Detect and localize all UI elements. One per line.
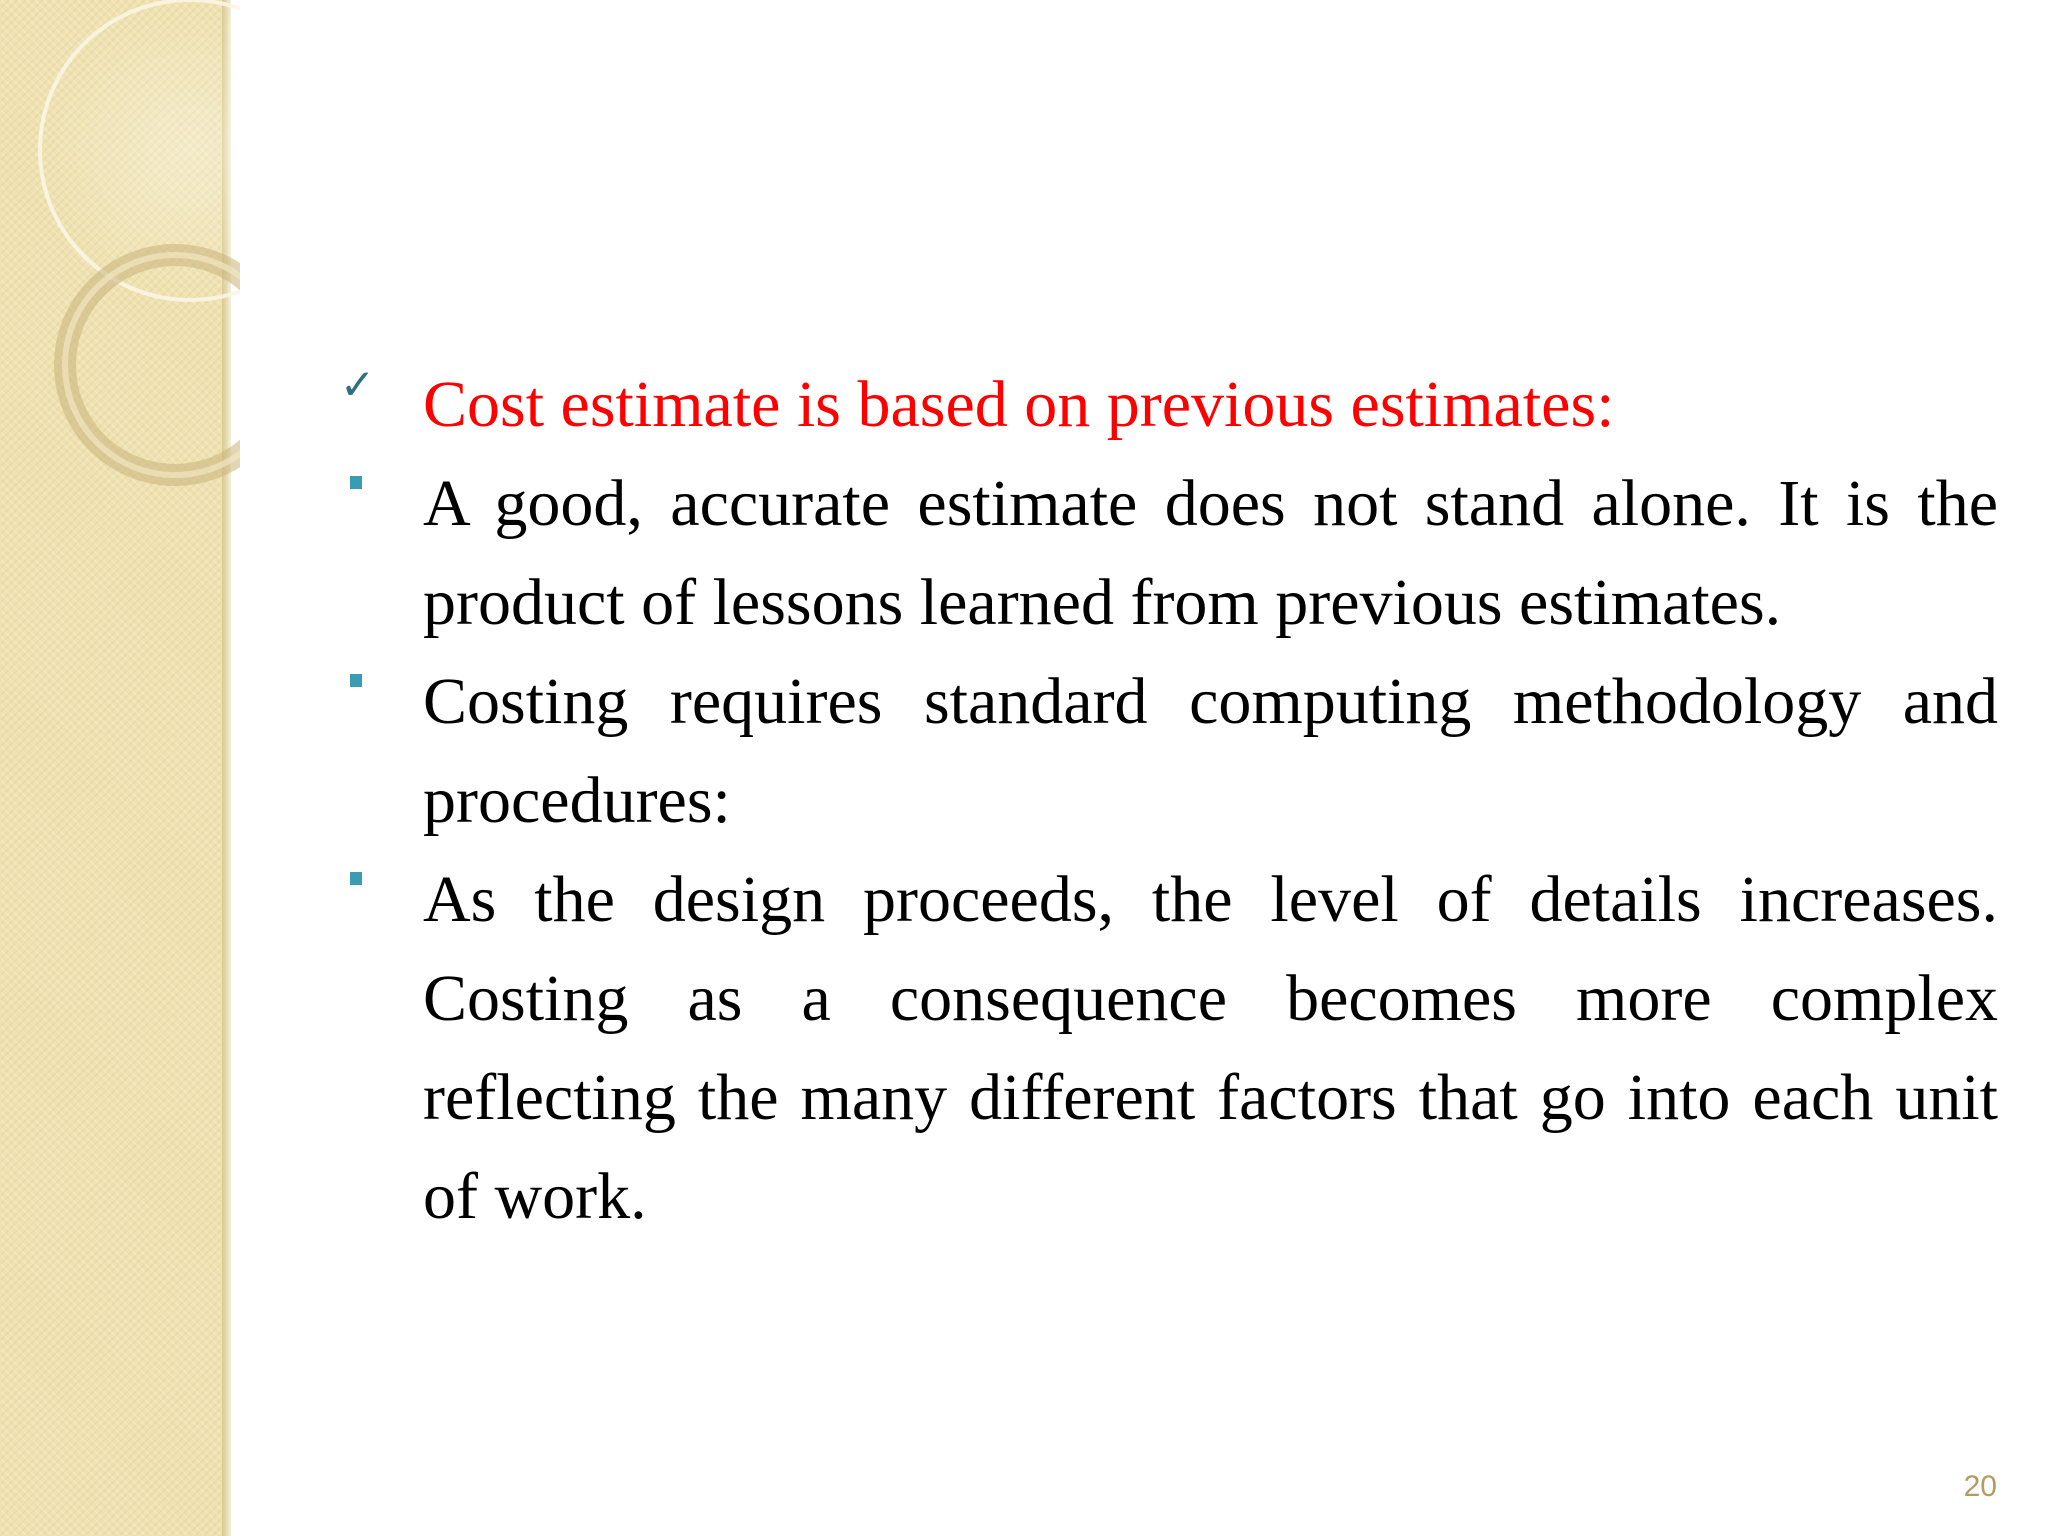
square-bullet-icon	[350, 872, 362, 885]
bullet-text: A good, accurate estimate does not stand alone. It is the product of lessons learned from previous estimates.	[423, 467, 1998, 639]
bullet-text: As the design proceeds, the level of details increases. Costing as a consequence becomes more complex reflecting the many different factors that go into each unit of work.	[423, 863, 1998, 1233]
bullet-list	[340, 355, 1998, 1246]
checkmark-icon: ✓	[340, 360, 376, 409]
decorative-circles	[0, 0, 240, 520]
list-item	[340, 454, 1998, 652]
list-item-heading	[340, 355, 1998, 454]
bullet-text: Costing requires standard computing methodology and procedures:	[423, 665, 1998, 837]
square-bullet-icon	[350, 674, 362, 687]
list-item	[340, 850, 1998, 1246]
list-item	[340, 652, 1998, 850]
page-number: 20	[1963, 1470, 1997, 1503]
heading-text: Cost estimate is based on previous estimates:	[423, 368, 1615, 441]
square-bullet-icon	[350, 476, 362, 489]
